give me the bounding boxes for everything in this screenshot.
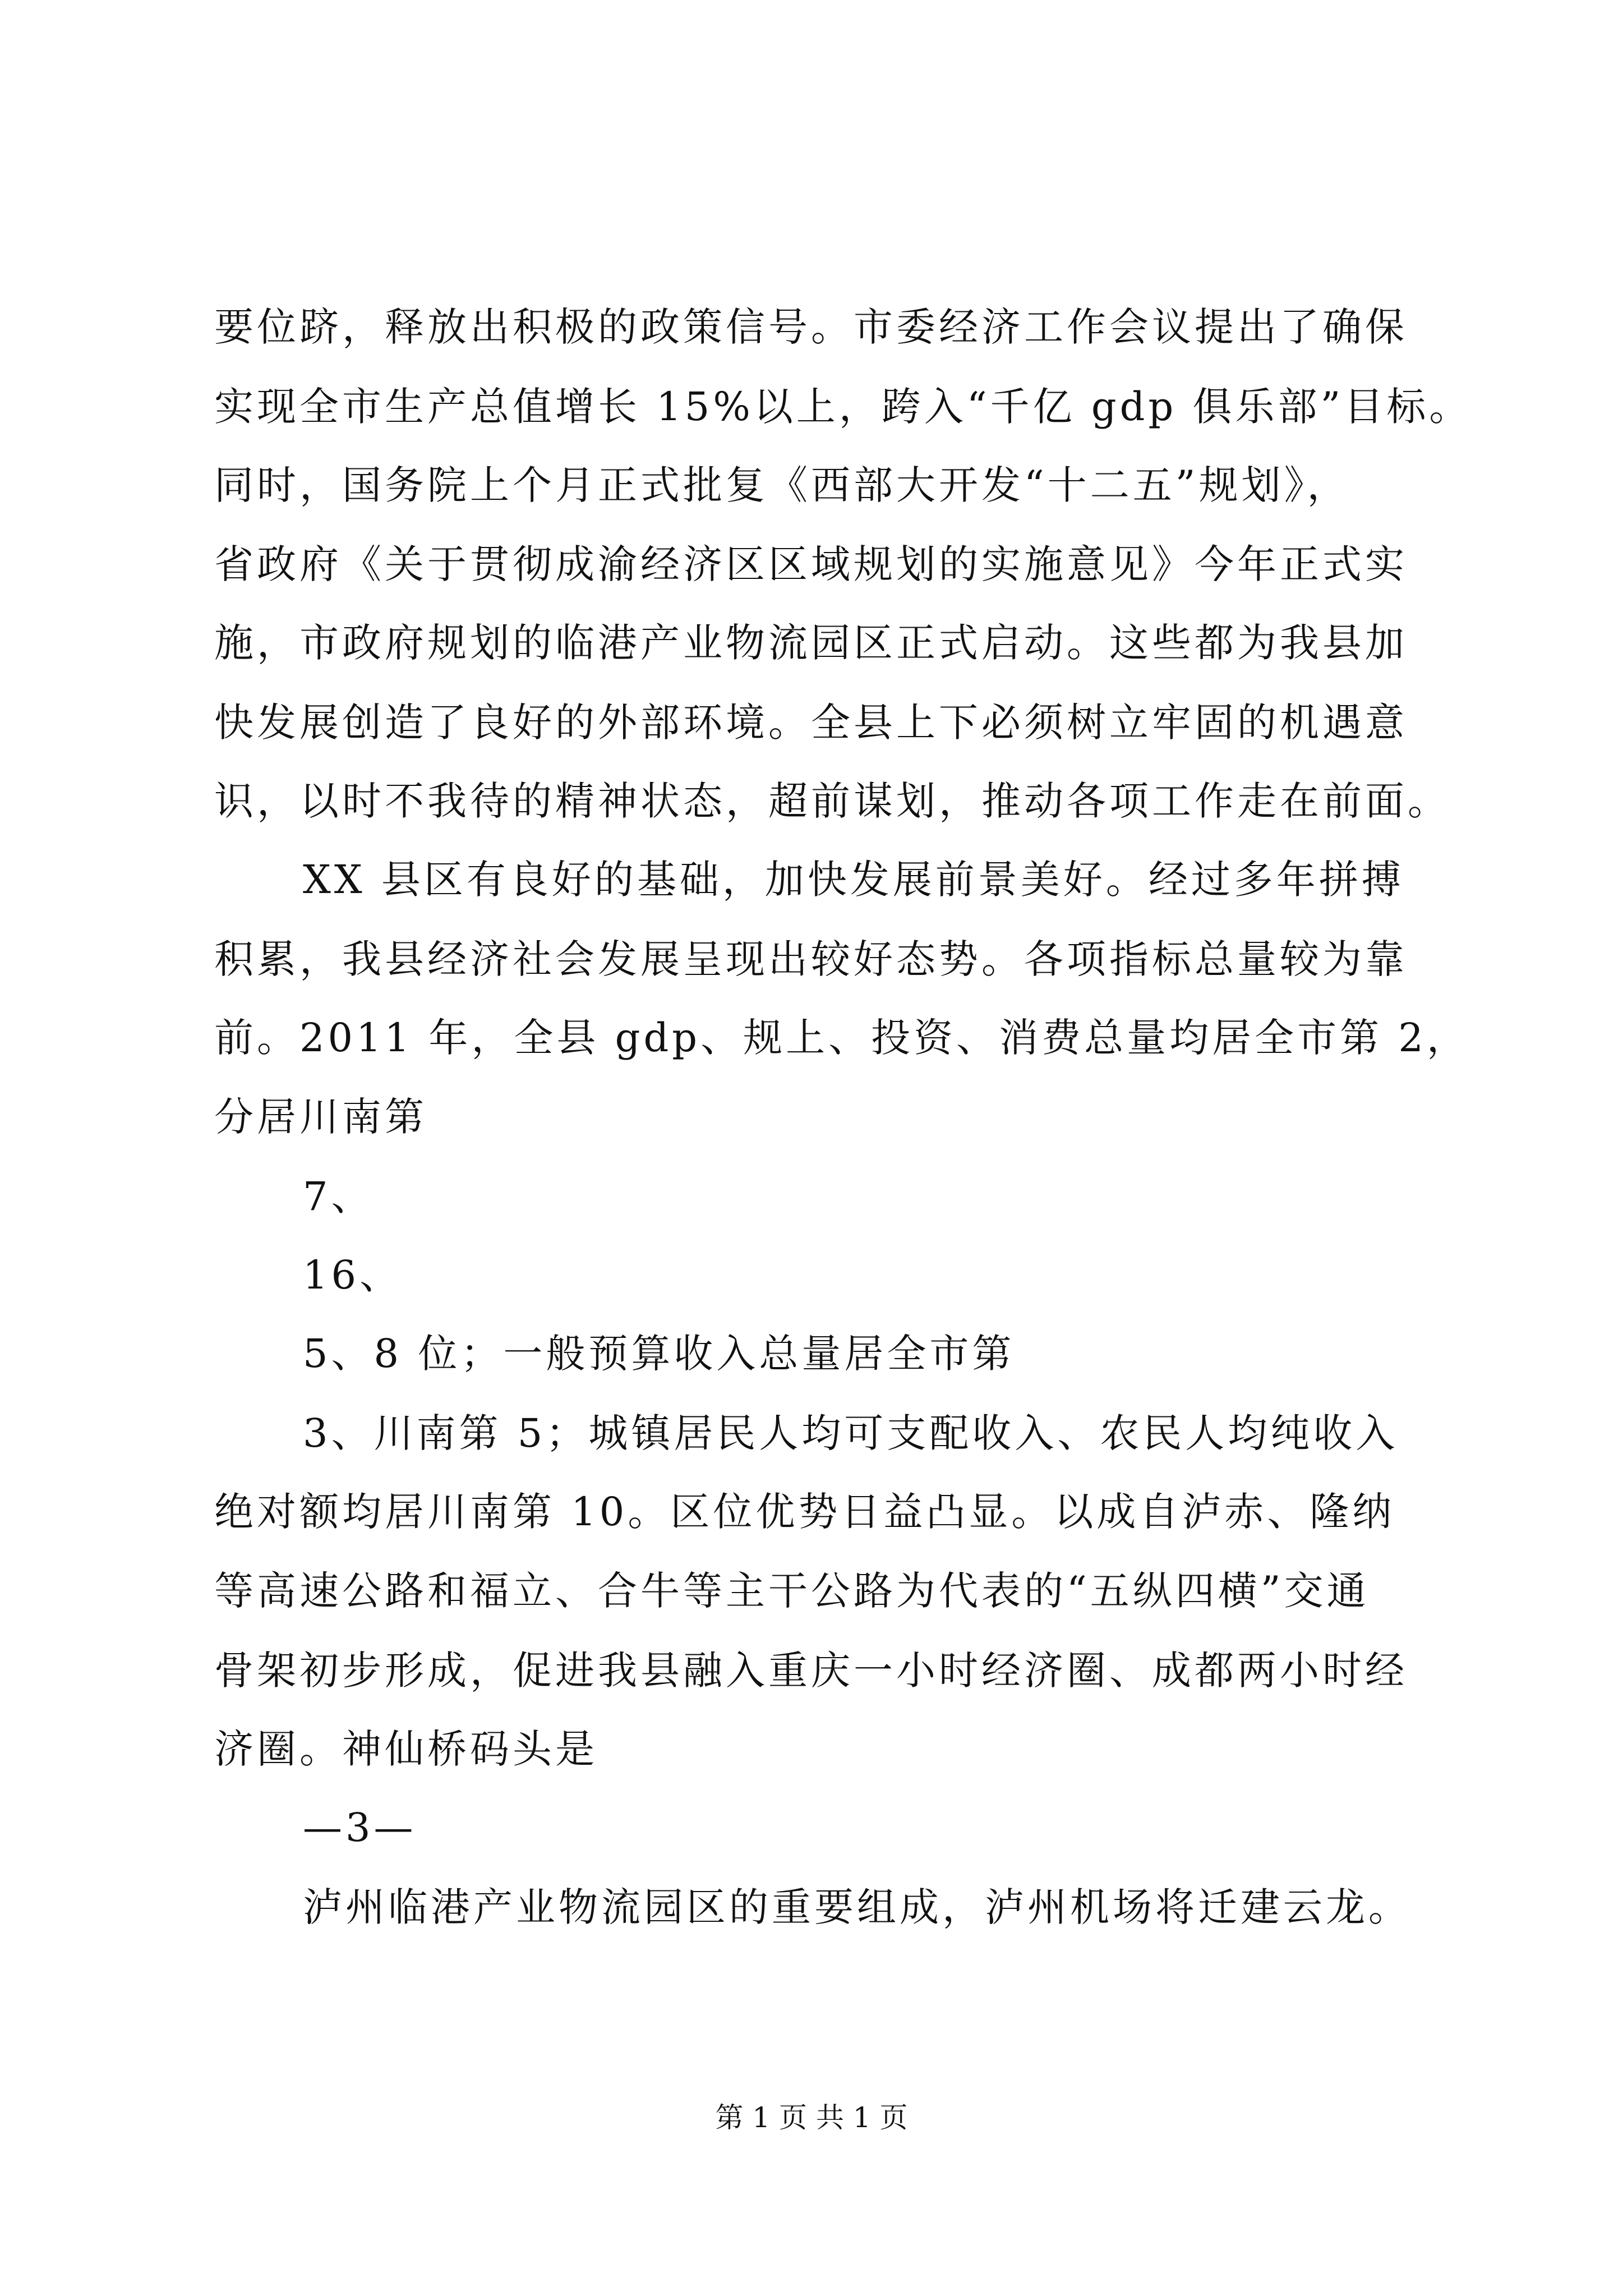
text-line-17: 等高速公路和福立、合牛等主干公路为代表的“五纵四横”交通 [214,1568,1370,1614]
text-line-14: 5、8 位；一般预算收入总量居全市第 [303,1331,1015,1377]
text-line-15: 3、川南第 5；城镇居民人均可支配收入、农民人均纯收入 [303,1410,1399,1456]
text-line-16: 绝对额均居川南第 10。区位优势日益凸显。以成自泸赤、隆纳 [214,1489,1395,1535]
page-number-marker: —3— [303,1805,417,1851]
text-line-13: 16、 [303,1252,403,1298]
text-line-18: 骨架初步形成，促进我县融入重庆一小时经济圈、成都两小时经 [214,1648,1408,1694]
text-line-3: 同时，国务院上个月正式批复《西部大开发“十二五”规划》， [214,462,1350,508]
text-line-6: 快发展创造了良好的外部环境。全县上下必须树立牢固的机遇意 [214,700,1408,746]
text-line-7: 识，以时不我待的精神状态，超前谋划，推动各项工作走在前面。 [214,778,1450,824]
text-line-21: 泸州临港产业物流园区的重要组成，泸州机场将迁建云龙。 [303,1884,1411,1930]
text-line-19: 济圈。神仙桥码头是 [214,1726,598,1772]
text-line-12: 7、 [303,1174,374,1220]
text-line-4: 省政府《关于贯彻成渝经济区区域规划的实施意见》今年正式实 [214,541,1408,587]
text-line-11: 分居川南第 [214,1094,427,1140]
text-line-10: 前。2011 年，全县 gdp、规上、投资、消费总量均居全市第 2， [214,1015,1469,1061]
text-line-5: 施，市政府规划的临港产业物流园区正式启动。这些都为我县加 [214,620,1408,666]
text-line-9: 积累，我县经济社会发展呈现出较好态势。各项指标总量较为靠 [214,936,1408,982]
text-line-8: XX 县区有良好的基础，加快发展前景美好。经过多年拼搏 [303,857,1404,903]
text-line-1: 要位跻，释放出积极的政策信号。市委经济工作会议提出了确保 [214,304,1408,350]
page-footer: 第 1 页 共 1 页 [715,2101,908,2134]
text-line-2: 实现全市生产总值增长 15%以上，跨入“千亿 gdp 俱乐部”目标。 [214,384,1472,430]
